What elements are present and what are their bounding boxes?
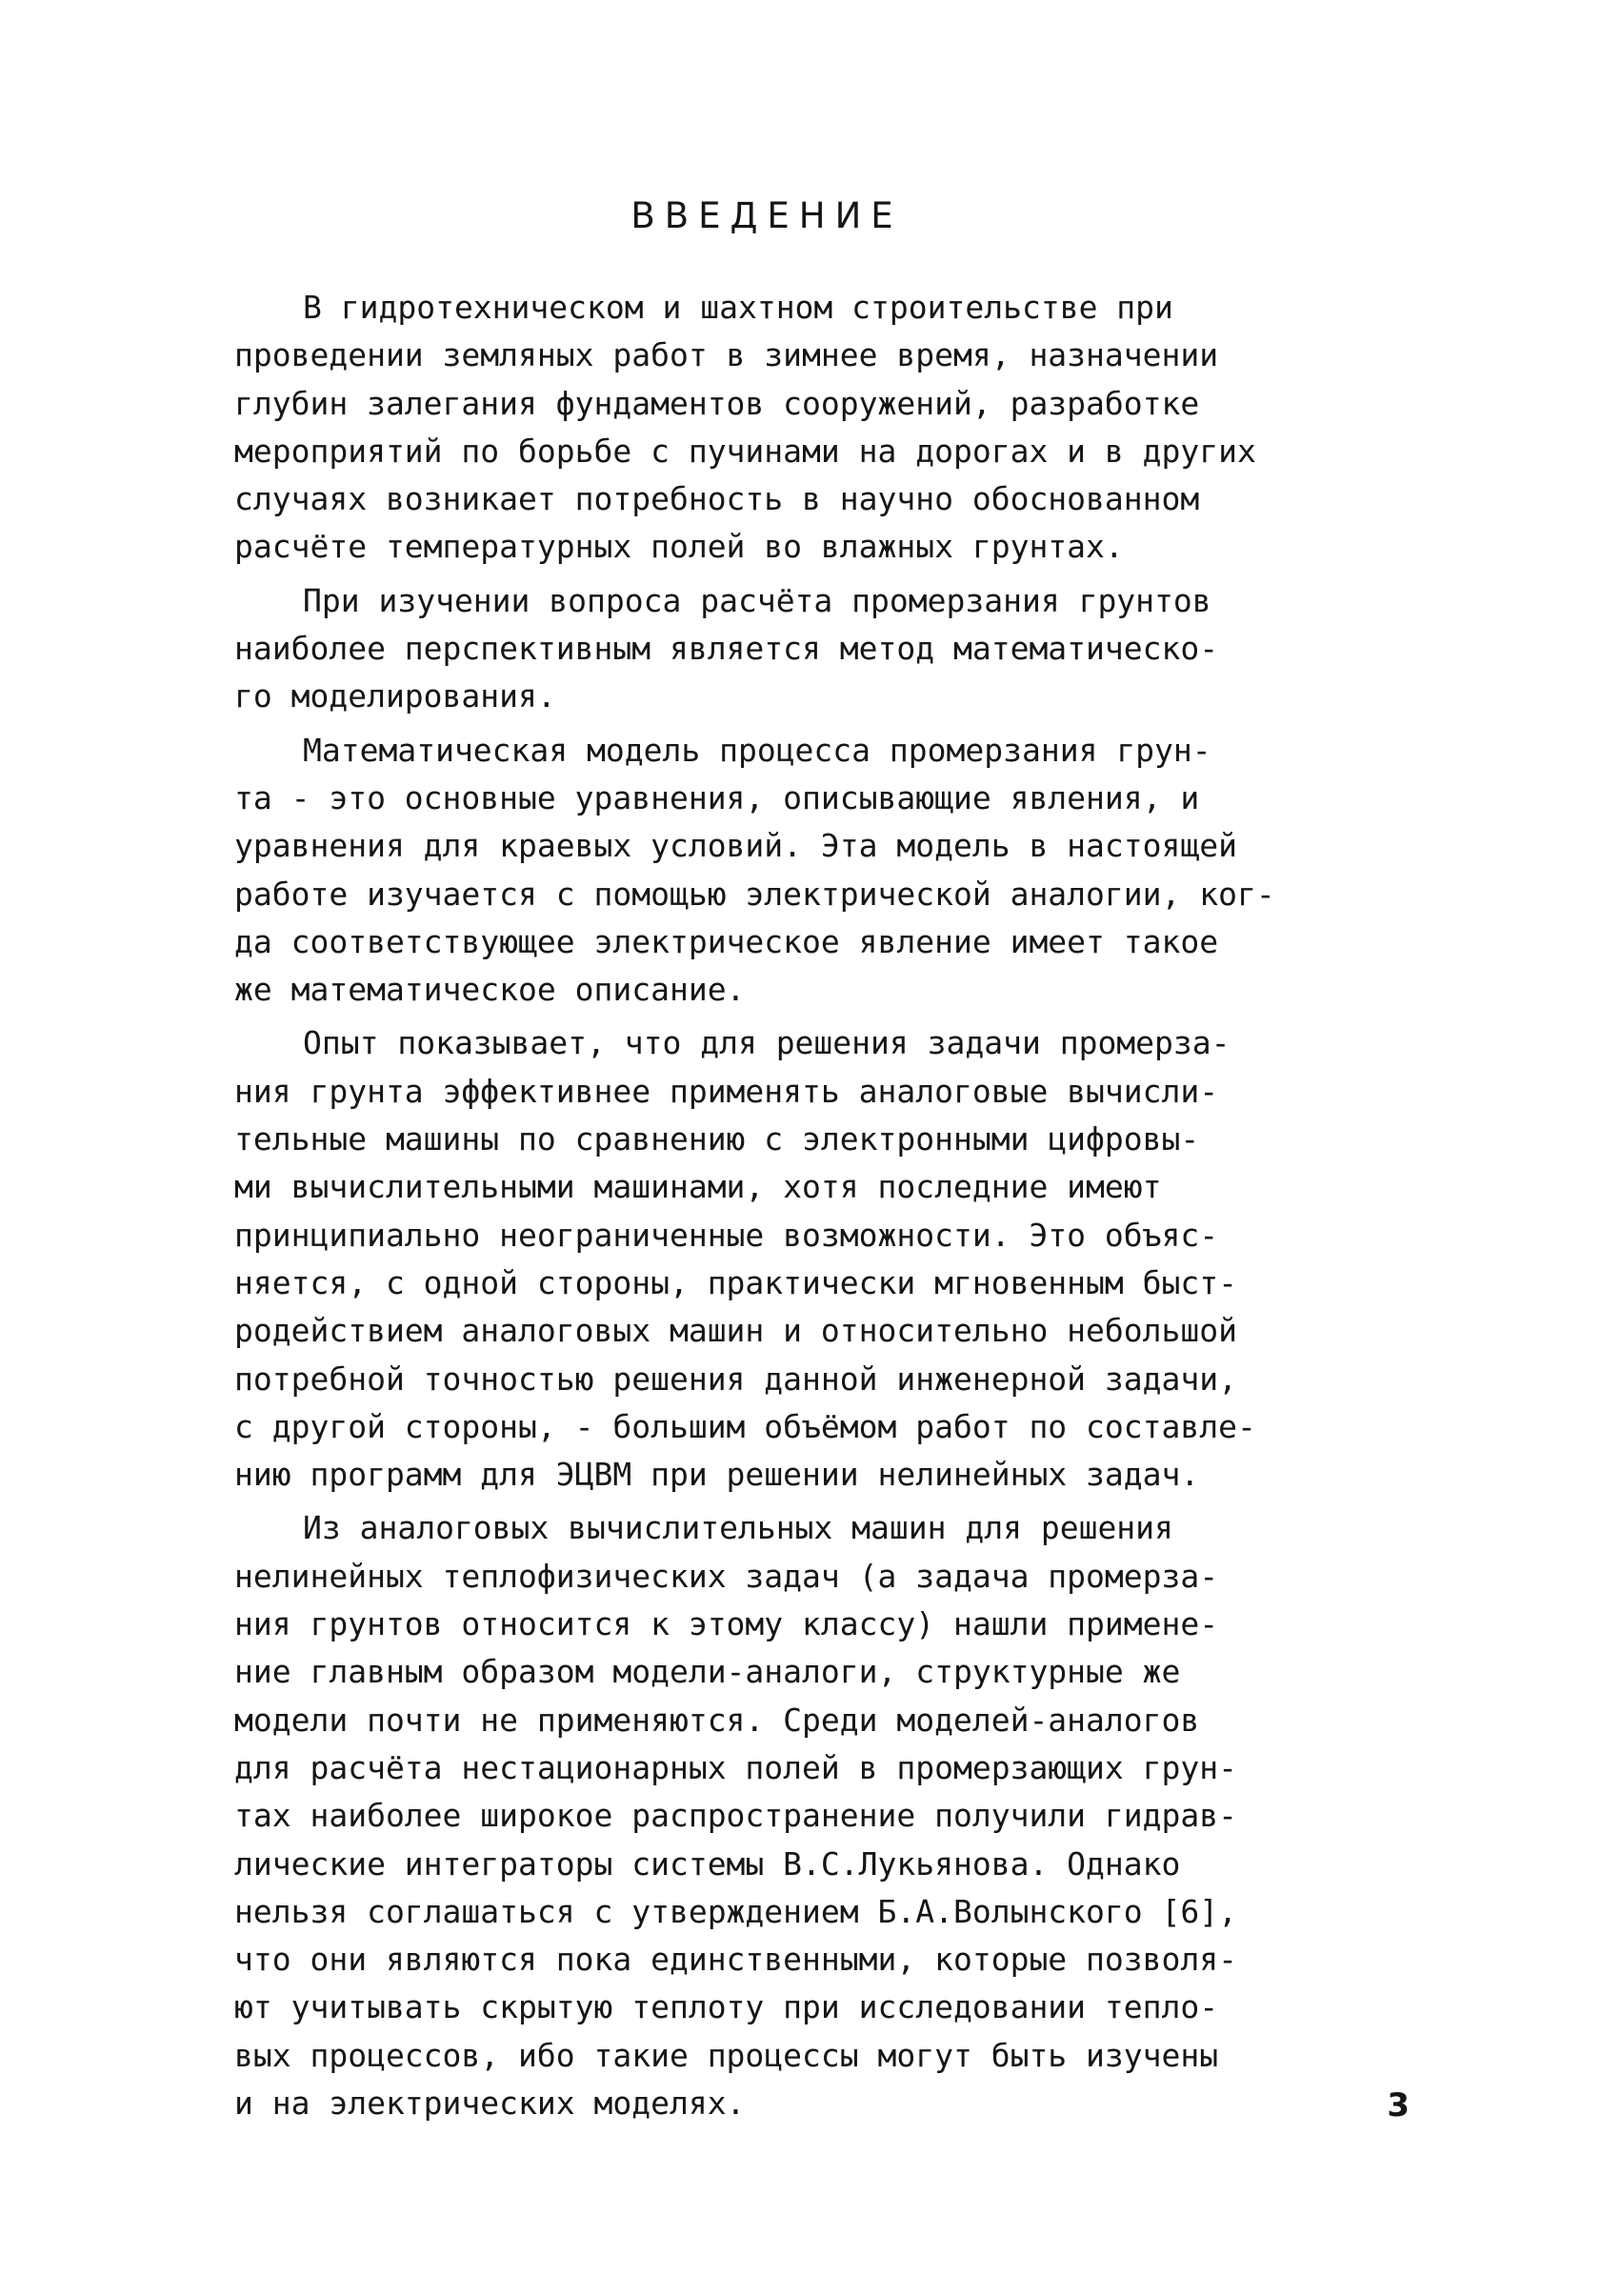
paragraph-5 (234, 1504, 1406, 2127)
text-line: модели почти не применяются. Среди моделей-аналогов (234, 1701, 1200, 1739)
text-line: Математическая модель процесса промерзания грун- (303, 731, 1211, 769)
text-line: мероприятий по борьбе с пучинами на дорогах и в других (234, 432, 1256, 470)
text-line: ния грунта эффективнее применять аналоговые вычисли- (234, 1072, 1219, 1110)
text-line: потребной точностью решения данной инженерной задачи, (234, 1359, 1237, 1398)
text-line: ния грунтов относится к этому классу) нашли примене- (234, 1605, 1219, 1643)
text-line: уравнения для краевых условий. Эта модель в настоящей (234, 827, 1237, 865)
text-line: В гидротехническом и шахтном строительстве при (303, 289, 1173, 326)
text-line: родействием аналоговых машин и относительно небольшой (234, 1312, 1237, 1350)
text-line: расчёте температурных полей во влажных грунтах. (234, 528, 1124, 566)
text-line: няется, с одной стороны, практически мгновенным быст- (234, 1263, 1237, 1301)
text-line: проведении земляных работ в зимнее время, назначении (234, 336, 1219, 374)
text-line: При изучении вопроса расчёта промерзания грунтов (303, 581, 1211, 619)
paragraph-2 (234, 577, 1406, 721)
text-line: наиболее перспективным является метод математическо- (234, 630, 1219, 668)
text-line: ют учитывать скрытую теплоту при исследовании тепло- (234, 1988, 1219, 2026)
text-line: же математическое описание. (234, 971, 746, 1009)
text-line: и на электрических моделях. (234, 2084, 746, 2122)
text-line: да соответствующее электрическое явление имеет такое (234, 922, 1219, 960)
text-line: глубин залегания фундаментов сооружений, разработке (234, 384, 1200, 422)
text-line: нию программ для ЭЦВМ при решении нелинейных задач. (234, 1456, 1200, 1494)
text-line: вых процессов, ибо такие процессы могут быть изучены (234, 2036, 1219, 2074)
text-line: случаях возникает потребность в научно обоснованном (234, 480, 1200, 518)
text-line: для расчёта нестационарных полей в промерзающих грун- (234, 1748, 1237, 1786)
text-line: нельзя соглашаться с утверждением Б.А.Волынского [6], (234, 1892, 1237, 1930)
section-heading: ВВЕДЕНИЕ (630, 195, 903, 236)
page-number: 3 (1387, 2086, 1410, 2125)
text-line: что они являются пока единственными, которые позволя- (234, 1941, 1237, 1979)
text-line: та - это основные уравнения, описывающие явления, и (234, 778, 1200, 816)
text-line: ми вычислительными машинами, хотя последние имеют (234, 1168, 1162, 1206)
body-text (234, 284, 1406, 2133)
text-line: тах наиболее широкое распространение получили гидрав- (234, 1797, 1237, 1835)
text-line: принципиально неограниченные возможности. Это объяс- (234, 1216, 1219, 1254)
text-line: тельные машины по сравнению с электронными цифровы- (234, 1120, 1200, 1158)
paragraph-1 (234, 284, 1406, 572)
text-line: с другой стороны, - большим объёмом работ по составле- (234, 1407, 1256, 1445)
text-line: го моделирования. (234, 677, 556, 715)
text-line: нелинейных теплофизических задач (а задача промерза- (234, 1557, 1219, 1595)
paragraph-4 (234, 1019, 1406, 1499)
text-line: работе изучается с помощью электрической аналогии, ког- (234, 875, 1275, 913)
text-line: Опыт показывает, что для решения задачи промерза- (303, 1024, 1231, 1062)
text-line: ние главным образом модели-аналоги, структурные же (234, 1653, 1181, 1691)
text-line: лические интеграторы системы В.С.Лукьянова. Однако (234, 1844, 1181, 1883)
paragraph-3 (234, 727, 1406, 1015)
text-line: Из аналоговых вычислительных машин для решения (303, 1509, 1173, 1547)
